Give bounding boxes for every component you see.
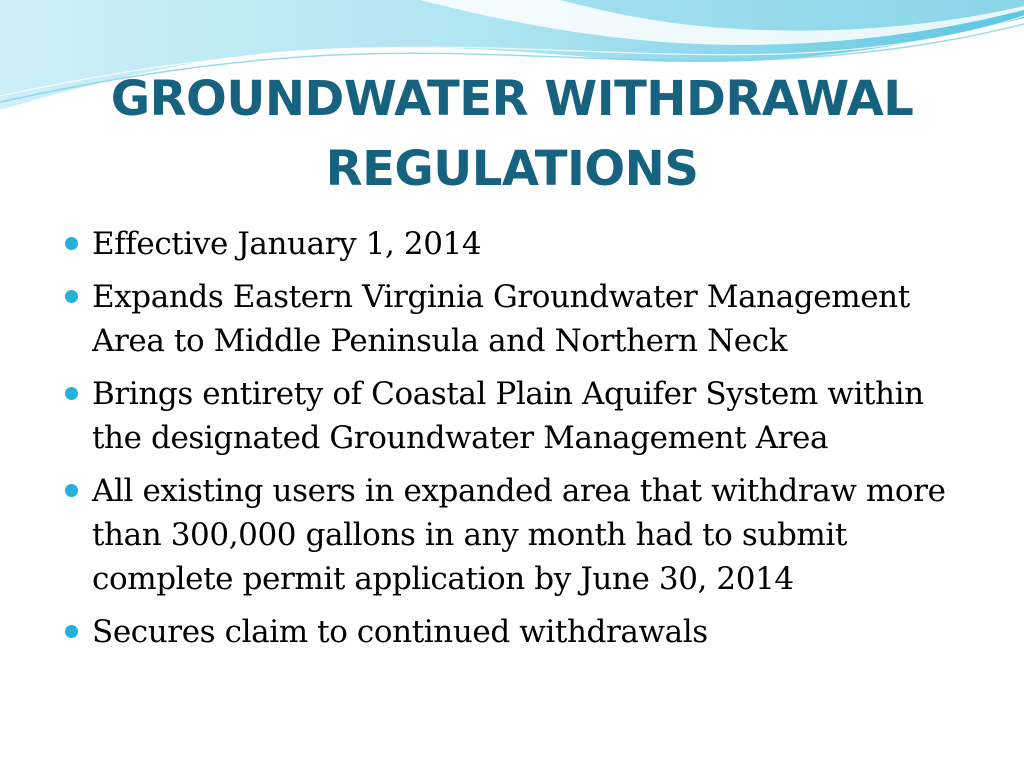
slide-title-line-1: GROUNDWATER WITHDRAWAL [110,71,914,127]
bullet-item [64,222,964,266]
bullet-item [64,372,964,460]
bullet-dot-icon [65,237,78,250]
bullet-text: Effective January 1, 2014 [92,226,482,262]
bullet-dot-icon [65,387,78,400]
bullet-dot-icon [65,625,78,638]
bullet-dot-icon [65,484,78,497]
bullet-list [64,222,964,663]
bullet-item [64,469,964,601]
bullet-text: All existing users in expanded area that withdraw more than 300,000 gallons in any month had to submit complete permit application by June 30, 2014 [92,473,946,597]
bullet-text: Brings entirety of Coastal Plain Aquifer System within the designated Groundwater Management Area [92,376,924,456]
bullet-item [64,610,964,654]
bullet-item [64,275,964,363]
slide-title [40,64,984,204]
bullet-dot-icon [65,290,78,303]
slide-title-line-2: REGULATIONS [325,141,699,197]
bullet-text: Expands Eastern Virginia Groundwater Management Area to Middle Peninsula and Northern Neck [92,279,910,359]
bullet-text: Secures claim to continued withdrawals [92,614,708,650]
